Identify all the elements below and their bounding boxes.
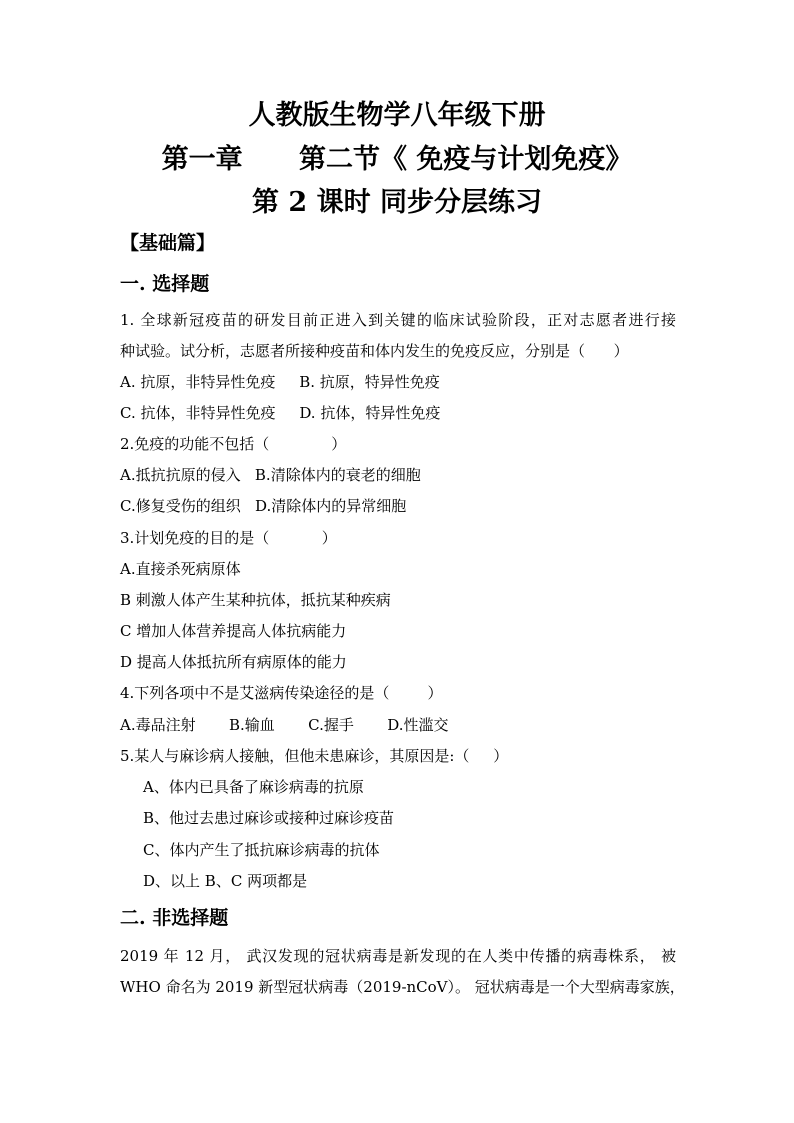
nonchoice-paragraph-line1: 2019 年 12 月， 武汉发现的冠状病毒是新发现的在人类中传播的病毒株系， 被 (120, 947, 676, 965)
q3-option-a: A.直接杀死病原体 (120, 560, 241, 578)
choice-section-heading: 一. 选择题 (120, 273, 210, 295)
q3-option-b: B 刺激人体产生某种抗体，抵抗某种疾病 (120, 591, 391, 609)
nonchoice-paragraph-line2: WHO 命名为 2019 新型冠状病毒（2019-nCoV）。 冠状病毒是一个大型病毒家族， (120, 978, 685, 996)
q2-options-line2: C.修复受伤的组织 D.清除体内的异常细胞 (120, 497, 407, 515)
q4-options: A.毒品注射 B.输血 C.握手 D.性滥交 (120, 716, 449, 734)
q2-stem: 2.免疫的功能不包括（ ） (120, 435, 347, 453)
q5-option-c: C、体内产生了抵抗麻诊病毒的抗体 (143, 841, 380, 859)
nonchoice-section-heading: 二. 非选择题 (120, 907, 229, 929)
q1-options-line2: C. 抗体，非特异性免疫 D. 抗体，特异性免疫 (120, 404, 441, 422)
q1-options-line1: A. 抗原，非特异性免疫 B. 抗原，特异性免疫 (120, 373, 440, 391)
q1-stem-line1: 1. 全球新冠疫苗的研发目前正进入到关键的临床试验阶段，正对志愿者进行接 (120, 311, 676, 329)
lesson-title: 第 2 课时 同步分层练习 (252, 187, 542, 218)
q5-option-b: B、他过去患过麻诊或接种过麻诊疫苗 (143, 809, 395, 827)
q5-option-a: A、体内已具备了麻诊病毒的抗原 (143, 778, 364, 796)
basic-section-label: 【基础篇】 (120, 232, 216, 254)
q3-option-d: D 提高人体抵抗所有病原体的能力 (120, 653, 347, 671)
q3-stem: 3.计划免疫的目的是（ ） (120, 529, 337, 547)
q3-option-c: C 增加人体营养提高人体抗病能力 (120, 622, 347, 640)
q1-stem-line2: 种试验。试分析，志愿者所接种疫苗和体内发生的免疫反应，分别是（ ） (120, 342, 629, 360)
q4-stem: 4.下列各项中不是艾滋病传染途径的是（ ） (120, 684, 443, 702)
chapter-title: 第一章 第二节《 免疫与计划免疫》 (161, 144, 633, 175)
q2-options-line1: A.抵抗抗原的侵入 B.清除体内的衰老的细胞 (120, 466, 421, 484)
document-title: 人教版生物学八年级下册 (248, 100, 546, 131)
q5-option-d: D、以上 B、C 两项都是 (143, 872, 308, 890)
q5-stem: 5.某人与麻诊病人接触，但他未患麻诊，其原因是:（ ） (120, 747, 509, 765)
